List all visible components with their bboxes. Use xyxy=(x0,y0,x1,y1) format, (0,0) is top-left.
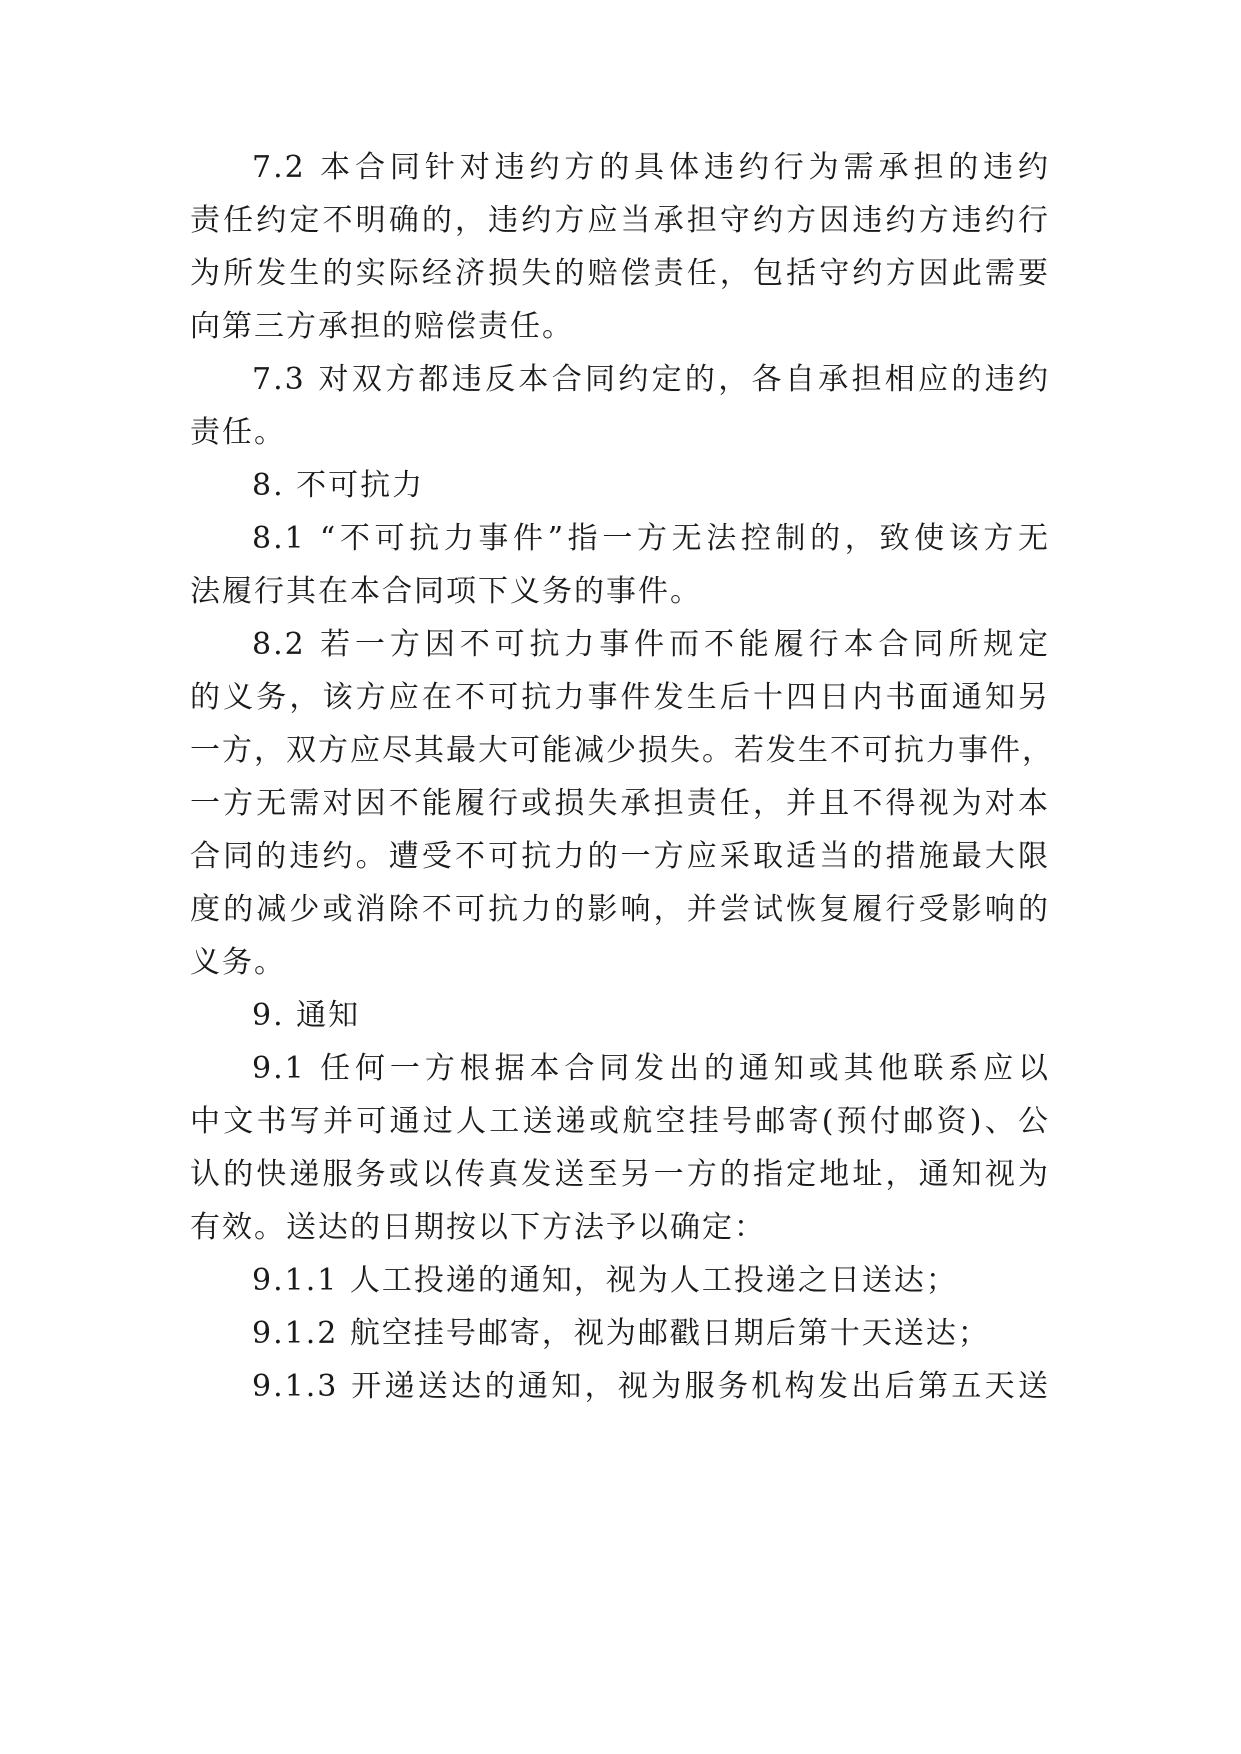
clause-9-1-line-1: 9.1 任何一方根据本合同发出的通知或其他联系应以 xyxy=(252,1051,1050,1086)
clause-8-1-line-2: 法履行其在本合同项下义务的事件。 xyxy=(190,574,702,609)
clause-7-2-line-4: 向第三方承担的赔偿责任。 xyxy=(190,309,574,344)
clause-9-1-line-4: 有效。送达的日期按以下方法予以确定： xyxy=(190,1210,766,1245)
clause-7-2-line-1: 7.2 本合同针对违约方的具体违约行为需承担的违约 xyxy=(252,150,1050,185)
clause-8-2-line-3: 一方，双方应尽其最大可能减少损失。若发生不可抗力事件， xyxy=(190,733,1054,768)
clause-9-1-line-3: 认的快递服务或以传真发送至另一方的指定地址，通知视为 xyxy=(190,1157,1050,1192)
section-8-heading: 8. 不可抗力 xyxy=(252,468,425,503)
clause-7-3-line-1: 7.3 对双方都违反本合同约定的，各自承担相应的违约 xyxy=(252,362,1050,397)
clause-9-1-line-2: 中文书写并可通过人工送递或航空挂号邮寄(预付邮资)、公 xyxy=(190,1104,1050,1139)
clause-8-2-line-4: 一方无需对因不能履行或损失承担责任，并且不得视为对本 xyxy=(190,786,1050,821)
clause-8-1-line-1: 8.1 “不可抗力事件”指一方无法控制的，致使该方无 xyxy=(252,521,1050,556)
clause-7-2-line-3: 为所发生的实际经济损失的赔偿责任，包括守约方因此需要 xyxy=(190,256,1050,291)
section-9-heading: 9. 通知 xyxy=(252,998,361,1033)
clause-7-3-line-2: 责任。 xyxy=(190,415,286,450)
clause-7-2-line-2: 责任约定不明确的，违约方应当承担守约方因违约方违约行 xyxy=(190,203,1050,238)
clause-9-1-3: 9.1.3 开递送达的通知，视为服务机构发出后第五天送 xyxy=(252,1369,1050,1404)
clause-8-2-line-5: 合同的违约。遭受不可抗力的一方应采取适当的措施最大限 xyxy=(190,839,1050,874)
clause-8-2-line-1: 8.2 若一方因不可抗力事件而不能履行本合同所规定 xyxy=(252,627,1050,662)
clause-8-2-line-7: 义务。 xyxy=(190,945,286,980)
clause-8-2-line-2: 的义务，该方应在不可抗力事件发生后十四日内书面通知另 xyxy=(190,680,1050,715)
clause-9-1-1: 9.1.1 人工投递的通知，视为人工投递之日送达； xyxy=(252,1263,958,1298)
clause-8-2-line-6: 度的减少或消除不可抗力的影响，并尝试恢复履行受影响的 xyxy=(190,892,1050,927)
clause-9-1-2: 9.1.2 航空挂号邮寄，视为邮戳日期后第十天送达； xyxy=(252,1316,990,1351)
